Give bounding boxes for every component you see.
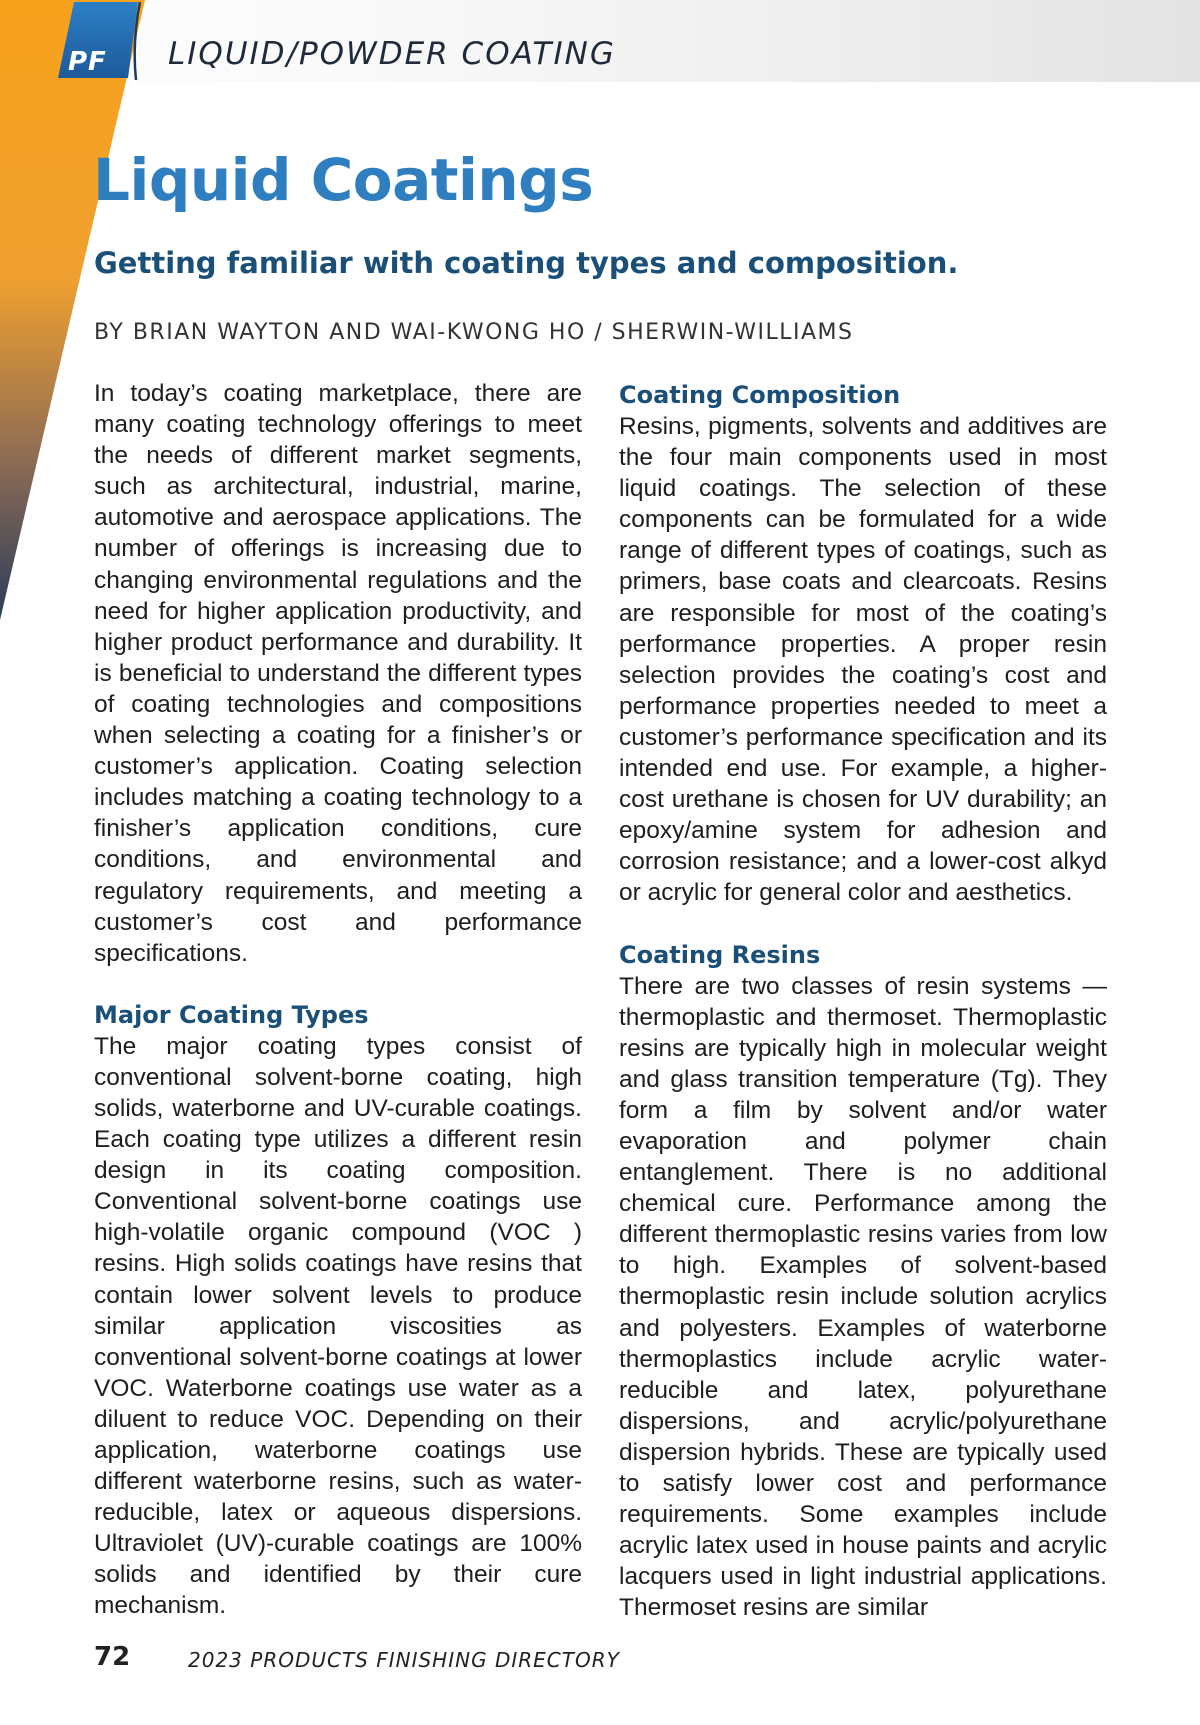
section-heading-major-coating-types: Major Coating Types — [94, 1000, 369, 1029]
section-body-coating-resins: There are two classes of resin systems — thermoplastic and thermoset. Thermoplastic resins are typically high in molecular weight and glass transition temperature (Tg). They form a film by solvent and/or water evaporation and polymer chain entanglement. There is no additional chemical cure. Performance among the different thermoplastic resins varies from low to high. Examples of solvent-based thermoplastic resin include solution acrylics and polyesters. Examples of waterborne thermoplastics include acrylic water-reducible and latex, polyurethane dispersions, and acrylic/polyurethane dispersion hybrids. These are typically used to satisfy lower cost and performance requirements. Some examples include acrylic latex used in house paints and acrylic lacquers used in light industrial applications. Thermoset resins are similar — [619, 972, 1107, 1622]
section-label: LIQUID/POWDER COATING — [168, 36, 616, 72]
pf-logo-text: PF — [68, 47, 107, 77]
article-byline: BY BRIAN WAYTON AND WAI-KWONG HO / SHERWIN-WILLIAMS — [94, 320, 854, 345]
article-title: Liquid Coatings — [93, 146, 594, 214]
publication-name: 2023 PRODUCTS FINISHING DIRECTORY — [188, 1648, 620, 1672]
left-column — [94, 378, 582, 1622]
section-heading-coating-composition: Coating Composition — [619, 381, 901, 409]
intro-paragraph: In today’s coating marketplace, there are many coating technology offerings to meet the needs of different market segments, such as architectural, industrial, marine, automotive and aerospace applications. The number of offerings is increasing due to changing environmental regulations and the need for higher application productivity, and higher product performance and durability. It is beneficial to understand the different types of coating technologies and compositions when selecting a coating for a finisher’s or customer’s application. Coating selection includes matching a coating technology to a finisher’s application conditions, cure conditions, and environmental and regulatory requirements, and meeting a customer’s cost and performance specifications. — [94, 380, 582, 967]
page-number: 72 — [94, 1642, 131, 1672]
pf-logo — [56, 2, 144, 80]
article-subtitle: Getting familiar with coating types and composition. — [94, 246, 959, 280]
right-column — [619, 380, 1107, 1623]
section-body-coating-composition: Resins, pigments, solvents and additives are the four main components used in most liquid coatings. The selection of these components can be formulated for a wide range of different types of coatings, such as primers, base coats and clearcoats. Resins are responsible for most of the coating’s performance properties. A proper resin selection provides the coating’s cost and performance properties needed to meet a customer’s performance specification and its intended end use. For example, a higher-cost urethane is chosen for UV durability; an epoxy/amine system for adhesion and corrosion resistance; and a lower-cost alkyd or acrylic for general color and aesthetics. — [619, 413, 1107, 907]
section-body-major-coating-types: The major coating types consist of conventional solvent-borne coating, high solids, waterborne and UV-curable coatings. Each coating type utilizes a different resin design in its coating composition. Conventional solvent-borne coatings use high-volatile organic compound (VOC ) resins. High solids coatings have resins that contain lower solvent levels to produce similar application viscosities as conventional solvent-borne coatings at lower VOC. Waterborne coatings use water as a diluent to reduce VOC. Depending on their application, waterborne coatings use different waterborne resins, such as water-reducible, latex or aqueous dispersions. Ultraviolet (UV)-curable coatings are 100% solids and identified by their cure mechanism. — [94, 1032, 582, 1620]
section-heading-coating-resins: Coating Resins — [619, 940, 821, 969]
